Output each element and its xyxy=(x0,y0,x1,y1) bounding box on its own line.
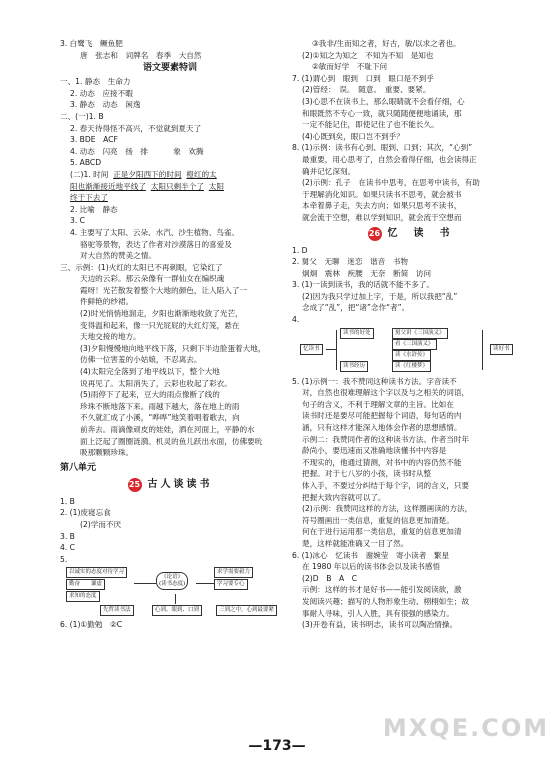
connector-line xyxy=(482,330,483,370)
answer-line: 3. 白鹭飞 鳜鱼肥 xyxy=(60,39,123,48)
answer-line: 把握大致内容就可以了。 xyxy=(302,492,386,502)
diagram-center-label: 《论语》 xyxy=(161,574,184,581)
answer-line: (3)夕阳慢慢地向地平线下落，只剩下半边脸蛋着大地， xyxy=(80,343,266,353)
diagram-box: 读好书 xyxy=(490,344,513,355)
diagram-box: 看《三国演义》 xyxy=(392,339,437,350)
answer-line: 把握。对于七八岁的小孩，读书时从整 xyxy=(302,469,432,479)
diagram-box: 三到之中，心到最要紧 xyxy=(216,605,277,616)
answer-line: 事耐人寻味，引人入胜，具有很强的感染力。 xyxy=(302,608,454,618)
lesson-title: 忆 读 书 xyxy=(387,227,453,239)
answer-line: 唐 张志和 词牌名 春季 大自然 xyxy=(80,50,202,60)
answer-line: (4)心既到矣，眼口岂不到乎？ xyxy=(302,131,404,141)
underlined-text: 阳也渐渐接近地平线了 xyxy=(70,181,146,191)
answer-line: ③我非/生而知之者，好古，敏/以求之者也。 xyxy=(312,39,461,48)
diagram-box: 读书的好处 xyxy=(340,328,374,339)
answer-line: 6. (1)冰心 忆读书 谢婉莹 寄小读者 繁星 xyxy=(292,550,450,560)
answer-line: 在 1980 年以后的读书体会以及读书感悟 xyxy=(302,562,441,572)
answer-line: 3. (1)一读到读书，我的话就不能不多了。 xyxy=(292,280,434,290)
answer-line xyxy=(60,192,280,204)
connector-line xyxy=(336,330,337,370)
answer-text: (二)1. 时间 xyxy=(70,169,109,179)
section-title: 语文要素特训 xyxy=(142,63,197,74)
answer-line: 对大自然的赞美之情。 xyxy=(80,251,156,261)
answer-line: (2)示例：我赞同这样的方法，这样圈画读的方法， xyxy=(302,504,473,514)
answer-line: 对，自然也很难理解这个字以及与之相关的词语， xyxy=(302,388,470,398)
answer-line: 二、(一)1. B xyxy=(60,111,104,121)
diagram-box: 心到、眼到、口到 xyxy=(152,605,202,616)
answer-line: 龄尚小，要迅速而又准确地读懂书中内容是 xyxy=(302,446,447,456)
answer-line: 2. 舅父 无聊 迷恋 谐音 书物 xyxy=(292,257,408,267)
answer-line: (2)管经： 误。 随意。 重要、要紧。 xyxy=(302,85,431,95)
connector-line xyxy=(175,594,176,604)
answer-line: 3. BDE ACF xyxy=(70,135,118,145)
answer-line: 一定不能记住，即使记住了也不能长久。 xyxy=(302,120,439,130)
answer-line: 3. C xyxy=(70,216,85,226)
answer-line: 面上泛起了圈圈涟漪。机灵的鱼儿跃出水面，仿佛要吮 xyxy=(80,436,263,446)
answer-line: 三、示例：(1)火红的太阳已不再刺眼，它染红了 xyxy=(60,262,223,272)
answer-line: 示例：这样的书才是好书——能引发阅读欲，激 xyxy=(302,585,462,595)
answer-line: 变得温和起来，像一只光屁屁的大红灯笼，悬在 xyxy=(80,320,240,330)
answer-line: 楚，这样就能准确又一目了然。 xyxy=(302,538,409,548)
answer-line: 天边的云彩。那云朵像有一群仙女在编织魂 xyxy=(80,274,225,284)
answer-line: 符号圈画出一类信息，重复的信息更加清楚。 xyxy=(302,515,454,525)
diagram-box: 读《水浒传》 xyxy=(392,350,431,361)
answer-line: 5. (1)示例一：我不赞同这种读书方法。字音读不 xyxy=(292,376,457,386)
diagram-center-node xyxy=(156,572,188,590)
answer-line: (2)①知之为知之 不知为不知 是知也 xyxy=(302,50,434,60)
answer-line: 体入手，不要过分纠结于每个字，词的含义，只要 xyxy=(302,481,470,490)
answer-line: 4. C xyxy=(60,543,75,553)
diagram-box: 先哲读书法 xyxy=(100,605,134,616)
lesson-number-badge: 25 xyxy=(128,478,142,492)
diagram-box: 以诚实的态度对待学习 xyxy=(66,567,127,578)
answer-line: 仿佛一位害羞的小姑娘，不忍离去。 xyxy=(80,355,202,365)
answer-line: 说再见了。太阳消失了，云彩也收起了彩衣。 xyxy=(80,378,232,388)
answer-line: 前奔去。雨滴像顽皮的娃娃，洒在河面上，平静的水 xyxy=(80,425,255,434)
answer-line: 和眼既然不专心一致，就只随随便便地诵读，那 xyxy=(302,108,462,118)
answer-line: 确并记忆深刻。 xyxy=(302,166,356,176)
answer-line: 5. ABCD xyxy=(70,158,102,168)
answer-line: (2)D B A C xyxy=(302,573,358,583)
watermark-logo: MXQE.COM xyxy=(382,714,550,742)
answer-line: 霞呀！光芒散发着整个大地的颜色，让人陷入了一 xyxy=(80,285,248,295)
reading-diagram xyxy=(292,328,528,374)
lesson-heading xyxy=(292,227,528,241)
underlined-text: 太阳只剩半个了 xyxy=(150,181,204,191)
answer-line: 不久就汇成了小溪，“哗哗”地笑着唱着歌去，向 xyxy=(80,413,240,423)
answer-line: 8. (1)示例：读书有心到、眼到、口到；其次，“心到” xyxy=(292,143,473,153)
answer-line: 3. B xyxy=(60,531,75,541)
connector-line xyxy=(326,349,336,350)
answer-line: 吸那颗颗珍珠。 xyxy=(80,448,134,458)
answer-line: 珍珠不断地落下来。雨越下越大，落在地上的雨 xyxy=(80,401,240,411)
answer-line: 句子的含义，不利于理解文章的主旨。比如在 xyxy=(302,399,454,409)
answer-line: (5)雨停下了起来，豆大的雨点像断了线的 xyxy=(80,390,220,400)
answer-line: 于理解消化知识。如果只读书不思考，就会被书 xyxy=(302,189,462,199)
answer-line xyxy=(60,181,280,193)
answer-line: 发阅读兴趣；描写的人物形象生动、栩栩如生；故 xyxy=(302,596,470,606)
answer-line: 6. (1)①勤勉 ②C xyxy=(60,620,123,630)
answer-line: 2. (1)废寝忘食 xyxy=(60,508,111,518)
answer-line: 涵，只有这样才能深入地体会作者的思想感情。 xyxy=(302,423,462,433)
answer-line: (2)学而不厌 xyxy=(80,519,122,529)
diagram-box: 忆读书 xyxy=(300,344,323,355)
answer-line: (2)示例：孔子 在读书中思考，在思考中读书，有助 xyxy=(302,178,480,188)
answer-line: (4)太阳完全落到了地平线以下，整个大地 xyxy=(80,367,220,377)
answer-line: 示例二：我赞同作者的这种读书方法。作者当时年 xyxy=(302,434,470,444)
answer-line: 念成了“乱”，把“诸”念作“者”。 xyxy=(302,303,410,313)
underlined-text: 橙红的太 xyxy=(186,169,217,179)
lesson-number-badge: 26 xyxy=(368,227,382,241)
mind-map-diagram xyxy=(60,567,280,617)
answer-line: 1. B xyxy=(60,496,75,506)
lesson-heading xyxy=(60,478,280,492)
unit-heading: 第八单元 xyxy=(60,462,97,473)
diagram-box: 求学需要毅力 xyxy=(214,567,253,578)
answer-line: 不现实的，他通过猜测，对书中的内容仍然不能 xyxy=(302,457,462,467)
answer-line: 4. 动态 闪亮 扬 排 象 欢腾 xyxy=(70,146,204,156)
answer-line: (3)心思不在读书上，那么眼睛就不会看仔细，心 xyxy=(302,96,465,106)
underlined-text: 太阳 xyxy=(208,181,224,191)
diagram-center-sublabel: (读书态度) xyxy=(159,581,186,588)
answer-line: 就会流于空想，难以学到知识，就会流于空想而 xyxy=(302,212,462,222)
answer-line: 本牵着鼻子走，失去方向；如果只思考不读书， xyxy=(302,201,462,211)
answer-line: ②敏而好学 不耻下问 xyxy=(312,62,388,72)
diagram-box: 勤奋 谦虚 xyxy=(66,579,105,590)
answer-line: 天地交接的地方。 xyxy=(80,332,141,342)
answer-line: 最重要，用心思考了，自然会看得仔细，也会读得正 xyxy=(302,154,477,164)
page-number: —173— xyxy=(248,738,306,754)
underlined-text: 终于下去了 xyxy=(70,193,108,203)
answer-line: 5. xyxy=(60,554,68,564)
answer-line: 读书时还是要尽可能把握每个词语，每句话的内 xyxy=(302,411,462,421)
diagram-box: 求知的态度 xyxy=(66,591,100,602)
answer-line: 何在于进行运用那一类信息，重复的信息更加清 xyxy=(302,527,462,537)
answer-line: 炯炯 震林 疾腰 无奈 断简 访问 xyxy=(302,268,432,278)
answer-line: 7. (1)谓心到 眼到 口到 眼口是不到乎 xyxy=(292,73,434,83)
answer-line xyxy=(60,169,280,181)
diagram-box: 舅父讲《三国演义》 xyxy=(392,328,448,339)
answer-line: (3)开卷有益，读书明志，读书可以陶冶情操。 xyxy=(302,620,458,630)
answer-line: 一、1. 静态 生命力 xyxy=(60,77,131,87)
connector-line xyxy=(134,583,156,584)
answer-line: 1. D xyxy=(292,245,308,255)
diagram-box: 学习要专心 xyxy=(214,579,248,590)
answer-line: 2. 春天待得怪不高兴，不觉就到夏天了 xyxy=(70,123,202,133)
answer-line: 3. 静态 动态 闲逸 xyxy=(70,100,141,110)
answer-line: 2. 动态 应接不暇 xyxy=(70,88,133,98)
answer-line: 件鲜艳的纱裙。 xyxy=(80,297,134,307)
answer-line: 骆驼等景物，表达了作者对沙漠落日的喜爱及 xyxy=(80,239,232,249)
answer-line: 4. xyxy=(292,315,300,325)
connector-line xyxy=(196,583,214,584)
answer-line: 4. 主要写了太阳、云朵、水汽、沙生植物、鸟雀、 xyxy=(70,227,240,237)
answer-line: (2)因为我只学过加上字，于是，所以我把“乱” xyxy=(302,291,458,301)
answer-line: 2. 比喻 静态 xyxy=(70,204,118,214)
left-column xyxy=(60,38,280,631)
lesson-title: 古人谈读书 xyxy=(147,478,213,490)
diagram-box: 读书经历 xyxy=(340,361,368,372)
underlined-text: 正是夕阳西下的时间 xyxy=(113,169,182,179)
answer-line: (2)时光悄悄地溜走，夕阳也渐渐地收敛了光芒， xyxy=(80,309,243,319)
diagram-box: 读《红楼梦》 xyxy=(392,361,431,372)
right-column xyxy=(292,38,528,631)
